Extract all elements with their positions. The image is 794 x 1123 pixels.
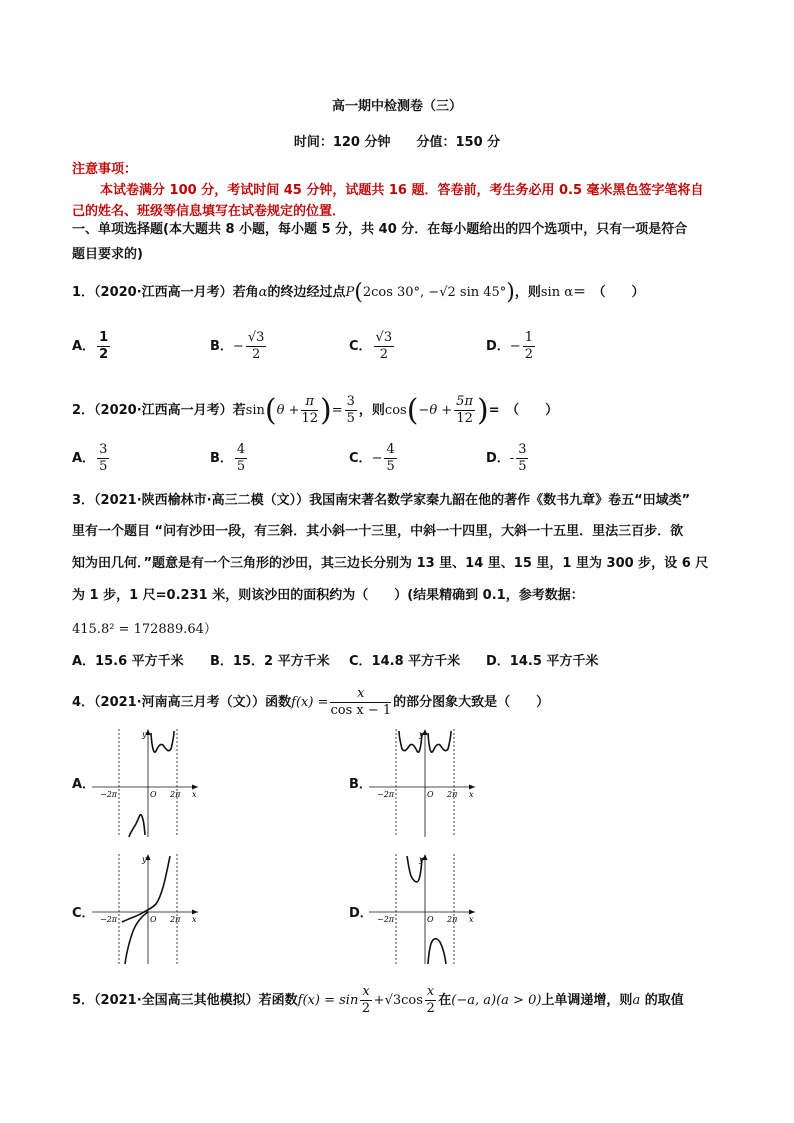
q1-tail: ＝ （ ） bbox=[573, 285, 645, 300]
q1-option-a[interactable]: A． $\frac{1}{2}$ bbox=[72, 330, 109, 362]
q3-option-b[interactable]: B．15．2 平方千米 bbox=[210, 654, 330, 669]
graph-d-x-label: x bbox=[469, 915, 474, 924]
q3-option-a[interactable]: A．15.6 平方千米 bbox=[72, 654, 184, 669]
notice-line1: 本试卷满分 100 分，考试时间 45 分钟，试题共 16 题．答卷前，考生务必用 0.5 毫米黑色签字笔将自 bbox=[100, 183, 704, 198]
notice-label: 注意事项： bbox=[72, 162, 138, 177]
q2-option-d[interactable]: D．- $\frac{3}{5}$ bbox=[486, 442, 527, 474]
q1-option-b[interactable]: B．− $\frac{√3}{2}$ bbox=[210, 330, 265, 362]
time-score: 时间：120 分钟 分值：150 分 bbox=[293, 135, 501, 150]
q3-line1: 3．（2021·陕西榆林市·高三二模（文））我国南宋著名数学家秦九韶在他的著作《数书九章》卷五“田域类” bbox=[72, 493, 691, 508]
q1-option-d[interactable]: D．− $\frac{1}{2}$ bbox=[486, 330, 533, 362]
section1-line2: 题目要求的) bbox=[72, 247, 143, 262]
q1-sqrt: √ bbox=[439, 285, 448, 300]
page-title: 高一期中检测卷（三） bbox=[331, 99, 462, 114]
graph-c-pos2pi-label: 2π bbox=[170, 915, 181, 924]
q3-line5: 415.8² = 172889.64） bbox=[72, 622, 217, 637]
graph-c-origin-label: O bbox=[150, 915, 157, 924]
graph-a-y-label: y bbox=[142, 730, 147, 739]
graph-b-x-label: x bbox=[469, 790, 474, 799]
question-4: 4．（2021·河南高三月考（文））函数f(x) = $\frac{x}{\text{cos x − 1}}$ 的部分图象大致是（ ） bbox=[72, 686, 550, 718]
q2-option-b[interactable]: B． $\frac{4}{5}$ bbox=[210, 442, 246, 474]
graph-c-neg2pi-label: −2π bbox=[100, 915, 118, 924]
q3-line4: 为 1 步，1 尺=0.231 米，则该沙田的面积约为（ ）(结果精确到 0.1，参考数据： bbox=[72, 588, 584, 603]
graph-b-origin-label: O bbox=[427, 790, 434, 799]
q4-graph-b[interactable] bbox=[369, 727, 479, 839]
q1-suffix: ，则 bbox=[514, 285, 541, 300]
q2-option-a[interactable]: A． $\frac{3}{5}$ bbox=[72, 442, 108, 474]
graph-d-y-label: y bbox=[419, 855, 424, 864]
graph-b-pos2pi-label: 2π bbox=[447, 790, 458, 799]
graph-b-neg2pi-label: −2π bbox=[377, 790, 395, 799]
q1-prefix: 1．（2020·江西高一月考）若角 bbox=[72, 285, 259, 300]
graph-a-neg2pi-label: −2π bbox=[100, 790, 118, 799]
q3-option-c[interactable]: C．14.8 平方千米 bbox=[349, 654, 461, 669]
graph-d-pos2pi-label: 2π bbox=[447, 915, 458, 924]
q3-option-d[interactable]: D．14.5 平方千米 bbox=[486, 654, 599, 669]
q3-line3: 知为田几何．”题意是有一个三角形的沙田，其三边长分别为 13 里、14 里、15 里，1 里为 300 步，设 6 尺 bbox=[72, 556, 709, 571]
graph-c-x-label: x bbox=[192, 915, 197, 924]
section1-line1: 一、单项选择题(本大题共 8 小题，每小题 5 分，共 40 分．在每小题给出的四个选项中，只有一项是符合 bbox=[72, 222, 688, 237]
graph-d-origin-label: O bbox=[427, 915, 434, 924]
q3-line2: 里有一个题目 “问有沙田一段，有三斜．其小斜一十三里，中斜一十四里，大斜一十五里．里法三百步．欲 bbox=[72, 524, 684, 539]
graph-b-y-label: y bbox=[419, 730, 424, 739]
graph-c-y-label: y bbox=[142, 855, 147, 864]
q4-option-d-label[interactable]: D． bbox=[349, 906, 373, 921]
q4-graph-a[interactable] bbox=[92, 727, 202, 839]
graph-a-x-label: x bbox=[192, 790, 197, 799]
q4-option-a-label[interactable]: A． bbox=[72, 777, 96, 792]
graph-a-pos2pi-label: 2π bbox=[170, 790, 181, 799]
q1-option-c[interactable]: C． $\frac{√3}{2}$ bbox=[349, 330, 393, 362]
q4-option-b-label[interactable]: B． bbox=[349, 777, 372, 792]
q4-graph-d[interactable] bbox=[369, 852, 479, 967]
q2-option-c[interactable]: C．− $\frac{4}{5}$ bbox=[349, 442, 395, 474]
question-5: 5．（2021·全国高三其他模拟）若函数f(x) = sin $\frac{x}{2}$ +√3cos $\frac{x}{2}$ 在(−a, a)(a > 0)上单调递增，则a 的取值 bbox=[72, 984, 684, 1016]
q1-mid: 的终边经过点 bbox=[267, 285, 346, 300]
q1-sinalpha: sin α bbox=[540, 285, 574, 300]
q1-point-a: 2cos 30°, − bbox=[362, 285, 440, 300]
q4-option-c-label[interactable]: C． bbox=[72, 906, 95, 921]
q1-alpha: α bbox=[258, 285, 268, 300]
q1-p: P bbox=[345, 285, 355, 300]
q1-point-b: 2 sin 45° bbox=[447, 285, 507, 300]
notice-line2: 己的姓名、班级等信息填写在试卷规定的位置． bbox=[72, 204, 346, 219]
graph-a-origin-label: O bbox=[150, 790, 157, 799]
q4-graph-c[interactable] bbox=[92, 852, 202, 967]
graph-d-neg2pi-label: −2π bbox=[377, 915, 395, 924]
question-2: 2．（2020·江西高一月考）若sin(θ + $\frac{\pi}{12}$ )= $\frac{3}{5}$ ，则cos(−θ + $\frac{5\pi}{12}$ )= （ ） bbox=[72, 393, 559, 428]
question-1: 1．（2020·江西高一月考）若角α的终边经过点P(2cos 30°, −√2 sin 45°)，则sin α＝ （ ） bbox=[72, 280, 645, 305]
